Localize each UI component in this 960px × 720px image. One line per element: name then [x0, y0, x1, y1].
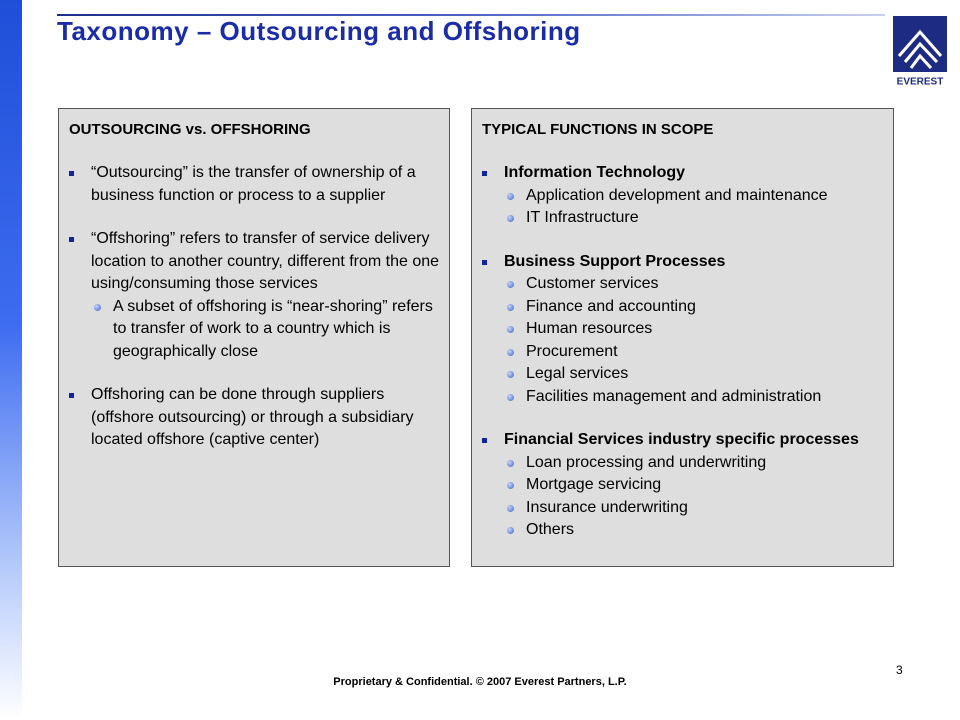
- right-panel-heading: TYPICAL FUNCTIONS IN SCOPE: [482, 121, 714, 138]
- sub-list-item: Legal services: [504, 363, 889, 386]
- sub-list-item: A subset of offshoring is “near-shoring” refers to transfer of work to a country which is geographically close: [91, 296, 445, 364]
- left-bullet-list: [69, 162, 445, 473]
- sub-list-item: Human resources: [504, 318, 889, 341]
- sub-bullet-list: [504, 273, 889, 408]
- sub-list-item: Application development and maintenance: [504, 185, 889, 208]
- list-item: Offshoring can be done through suppliers (offshore outsourcing) or through a subsidiary located offshore (captive center): [69, 384, 445, 452]
- typical-functions-panel: [471, 108, 894, 567]
- slide-side-bar: [0, 0, 22, 720]
- sub-list-item: Procurement: [504, 341, 889, 364]
- logo-wordmark: EVEREST: [896, 76, 944, 88]
- sub-bullet-list: [504, 185, 889, 230]
- sub-list-item: Loan processing and underwriting: [504, 452, 889, 475]
- sub-bullet-list: [91, 296, 445, 364]
- sub-list-item: Others: [504, 519, 889, 542]
- list-item: “Outsourcing” is the transfer of ownership of a business function or process to a supplier: [69, 162, 445, 207]
- page-title: Taxonomy – Outsourcing and Offshoring: [57, 16, 581, 46]
- list-item: “Offshoring” refers to transfer of service delivery location to another country, different from the one using/consuming those services A subset of offshoring is “near-shoring” refers to transfer of work to a country which is geographically close: [69, 228, 445, 363]
- sub-bullet-list: [504, 452, 889, 542]
- sub-list-item: Facilities management and administration: [504, 386, 889, 409]
- page-number: 3: [896, 663, 903, 677]
- functions-list: [482, 162, 889, 563]
- sub-list-item: IT Infrastructure: [504, 207, 889, 230]
- list-item: Business Support Processes Customer services Finance and accounting Human resources Procurement Legal services Facilities management and administration: [482, 251, 889, 409]
- sub-list-item: Finance and accounting: [504, 296, 889, 319]
- list-item: Information Technology Application development and maintenance IT Infrastructure: [482, 162, 889, 230]
- left-panel-heading: OUTSOURCING vs. OFFSHORING: [69, 121, 311, 138]
- sub-list-item: Insurance underwriting: [504, 497, 889, 520]
- sub-list-item: Customer services: [504, 273, 889, 296]
- outsourcing-vs-offshoring-panel: [58, 108, 450, 567]
- everest-logo: [893, 16, 947, 88]
- footer-copyright: Proprietary & Confidential. © 2007 Everest Partners, L.P.: [333, 676, 627, 688]
- list-item: Financial Services industry specific processes Loan processing and underwriting Mortgage servicing Insurance underwriting Others: [482, 429, 889, 542]
- sub-list-item: Mortgage servicing: [504, 474, 889, 497]
